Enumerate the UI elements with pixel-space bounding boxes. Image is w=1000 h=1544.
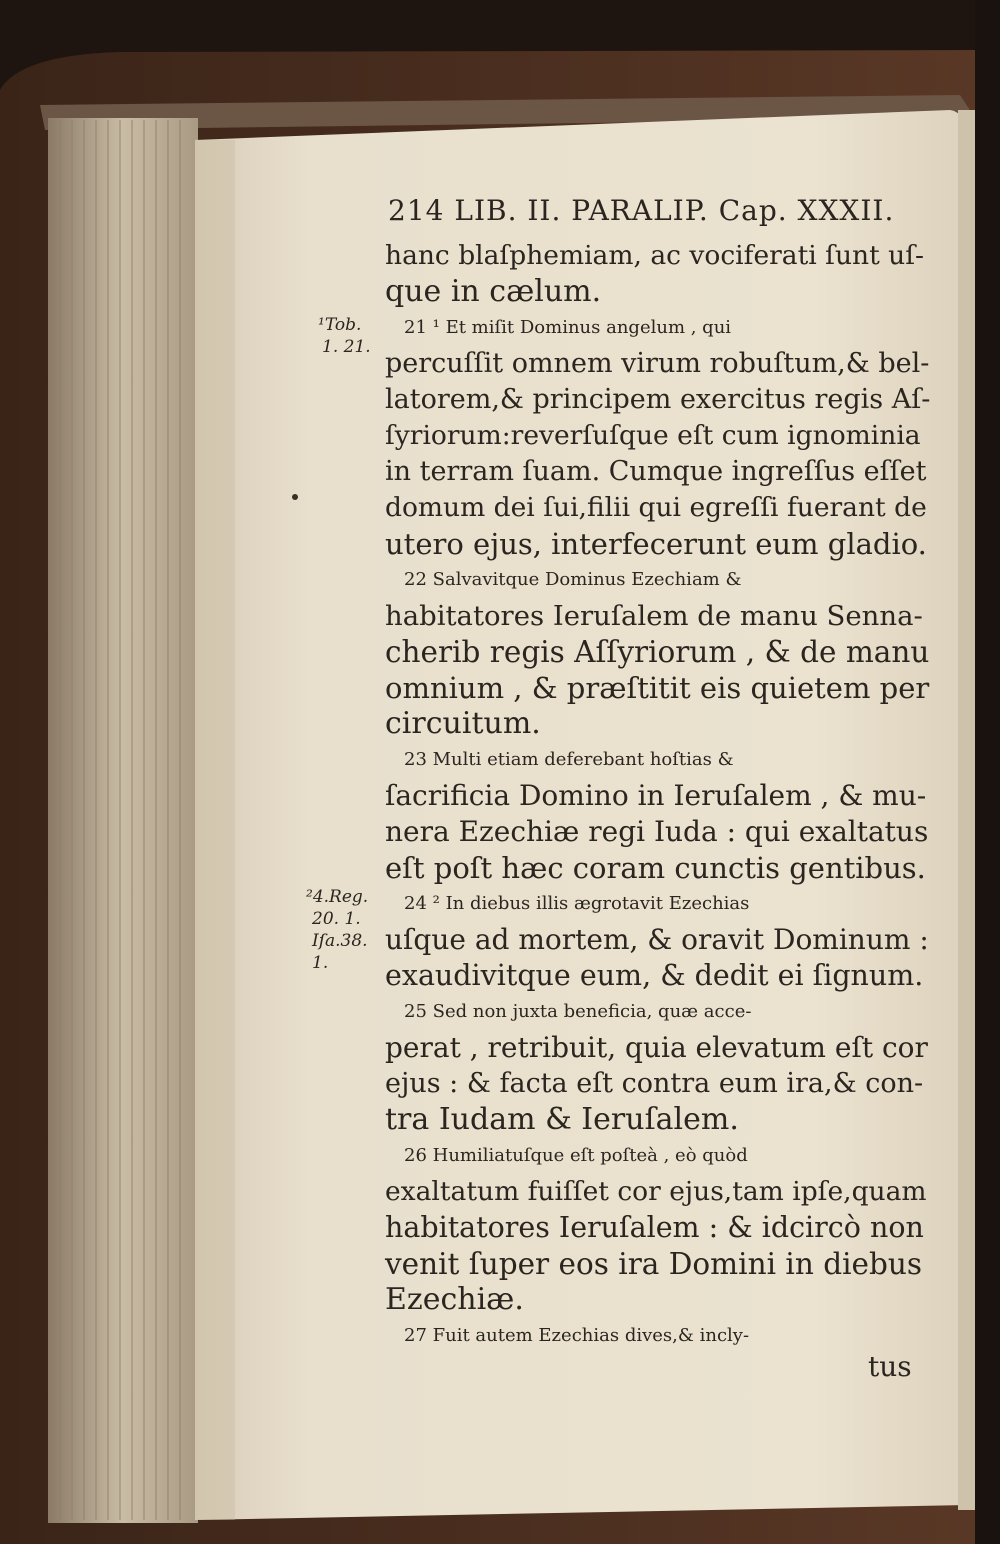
verse-21-line-1: 21 ¹ Et miſit Dominus angelum , qui [404, 317, 732, 338]
verse-21-line-4: ſyriorum:reverſuſque eſt cum ignominia [385, 420, 921, 451]
verse-22-line-3: cherib regis Aſſyriorum , & de manu [385, 635, 930, 669]
margin-note-isa-ref: 1. [312, 953, 329, 973]
verse-21-line-3: latorem,& principem exercitus regis Aſ- [385, 384, 931, 415]
verse-26-line-5: Ezechiæ. [385, 1282, 524, 1317]
margin-note-reg: ²4.Reg. [306, 887, 369, 907]
verse-25-line-2: perat , retribuit, quia elevatum eſt cor [385, 1031, 928, 1064]
verse-25-line-4: tra Iudam & Ieruſalem. [385, 1102, 739, 1137]
verse-21-line-6: domum dei ſui,filii qui egreſſi fuerant de [385, 492, 927, 523]
verse-26-line-1: 26 Humiliatuſque eſt poſteà , eò quòd [404, 1145, 748, 1166]
verse-22-line-1: 22 Salvavitque Dominus Ezechiam & [404, 569, 742, 590]
verse-26-line-4: venit ſuper eos ira Domini in diebus [385, 1247, 923, 1281]
verse-26-line-2: exaltatum fuiſſet cor ejus,tam ipſe,quam [385, 1176, 927, 1207]
running-header: 214 LIB. II. PARALIP. Cap. XXXII. [388, 194, 895, 227]
verse-22-line-2: habitatores Ieruſalem de manu Senna- [385, 600, 923, 632]
verse-25-line-1: 25 Sed non juxta beneficia, quæ acce- [404, 1001, 752, 1022]
margin-note-reg-ref: 20. 1. [312, 909, 361, 929]
catchword: tus [868, 1350, 912, 1383]
verse-27-line-1: 27 Fuit autem Ezechias dives,& incly- [404, 1325, 750, 1346]
verse-24-line-2: uſque ad mortem, & oravit Dominum : [385, 923, 929, 956]
verse-23-line-1: 23 Multi etiam deferebant hoſtias & [404, 749, 734, 770]
margin-note-isa: Iſa.38. [312, 931, 368, 951]
verse-21-line-7: utero ejus, interfecerunt eum gladio. [385, 527, 927, 561]
margin-dot [292, 494, 298, 500]
verse-22-line-5: circuitum. [385, 706, 541, 741]
body-line-1: hanc blaſphemiam, ac vociferati ſunt uſ- [385, 240, 924, 271]
body-line-2: que in cælum. [385, 274, 602, 309]
margin-note-tob-ref: 1. 21. [322, 337, 371, 357]
margin-note-tob: ¹Tob. [318, 315, 362, 335]
verse-23-line-4: eſt poſt hæc coram cunctis gentibus. [385, 851, 926, 885]
verse-21-line-2: percuſſit omnem virum robuſtum,& bel- [385, 348, 930, 379]
verse-23-line-2: ſacrificia Domino in Ieruſalem , & mu- [385, 779, 927, 812]
verse-22-line-4: omnium , & præſtitit eis quietem per [385, 671, 930, 705]
verse-25-line-3: ejus : & facta eſt contra eum ira,& con- [385, 1068, 924, 1099]
verse-24-line-3: exaudivitque eum, & dedit ei ſignum. [385, 959, 924, 992]
verse-24-line-1: 24 ² In diebus illis ægrotavit Ezechias [404, 893, 750, 914]
verse-23-line-3: nera Ezechiæ regi Iuda : qui exaltatus [385, 815, 929, 848]
verse-26-line-3: habitatores Ieruſalem : & idcircò non [385, 1211, 924, 1244]
verse-21-line-5: in terram ſuam. Cumque ingreſſus eſſet [385, 456, 927, 487]
